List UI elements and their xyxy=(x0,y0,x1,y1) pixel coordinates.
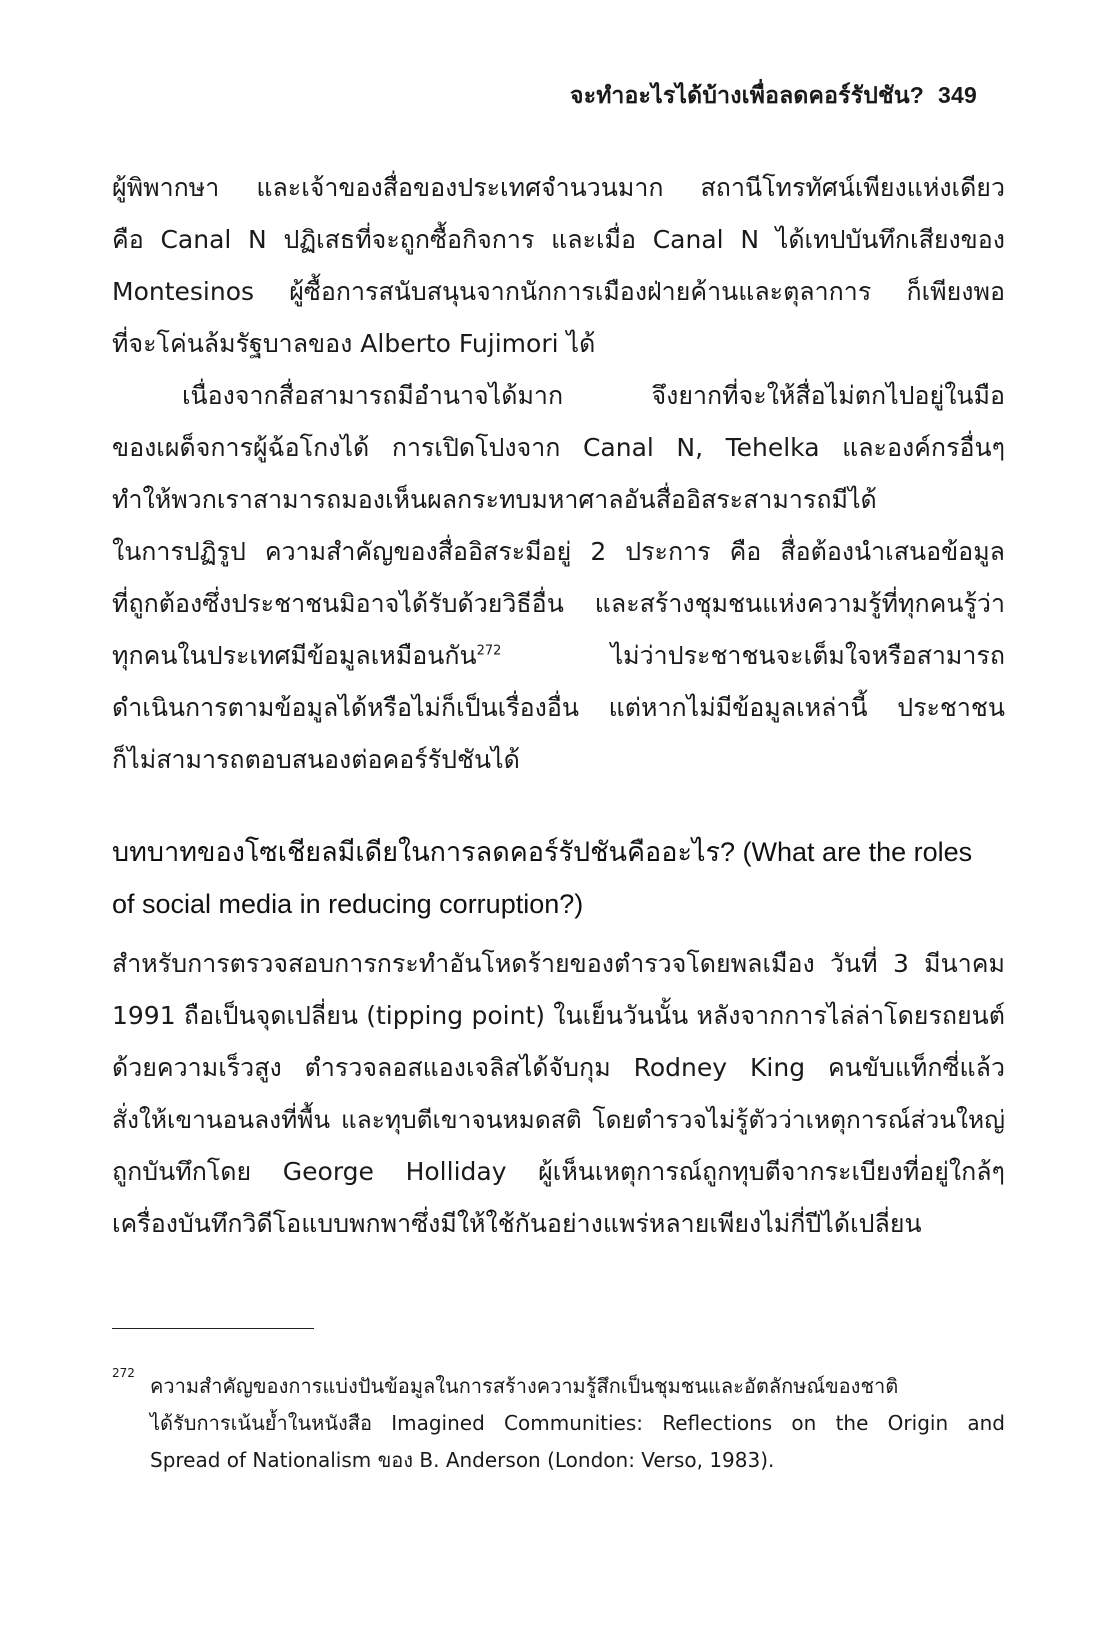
text-line: ทำให้พวกเราสามารถมองเห็นผลกระทบมหาศาลอันสื่ออิสระสามารถมีได้ xyxy=(112,485,877,514)
text-line: ที่จะโค่นล้มรัฐบาลของ Alberto Fujimori ได้ xyxy=(112,329,596,358)
paragraph-3 xyxy=(112,938,1005,1250)
page-number: 349 xyxy=(938,82,977,108)
section-heading xyxy=(112,826,1005,930)
paragraph-2 xyxy=(112,370,1005,786)
footnote-line: ความสำคัญของการแบ่งปันข้อมูลในการสร้างความรู้สึกเป็นชุมชนและอัตลักษณ์ของชาติ xyxy=(150,1374,899,1398)
text-line: ในการปฏิรูป ความสำคัญของสื่ออิสระมีอยู่ 2 ประการ คือ สื่อต้องนำเสนอข้อมูล xyxy=(112,537,1005,566)
footnote-line: ได้รับการเน้นย้ำในหนังสือ Imagined Communities: Reflections on the Origin and xyxy=(150,1411,1005,1435)
footnote-number: 272 xyxy=(112,1366,135,1380)
footnote-divider xyxy=(112,1328,314,1329)
paragraph-1 xyxy=(112,162,1005,370)
text-line: ผู้พิพากษา และเจ้าของสื่อของประเทศจำนวนมาก สถานีโทรทัศน์เพียงแห่งเดียว xyxy=(112,173,1005,202)
heading-line: บทบาทของโซเชียลมีเดียในการลดคอร์รัปชันคืออะไร? (What are the roles xyxy=(112,837,973,867)
heading-line: of social media in reducing corruption?) xyxy=(112,889,584,919)
text-line: Montesinos ผู้ซื้อการสนับสนุนจากนักการเมืองฝ่ายค้านและตุลาการ ก็เพียงพอ xyxy=(112,277,1005,306)
text-line: ที่ถูกต้องซึ่งประชาชนมิอาจได้รับด้วยวิธีอื่น และสร้างชุมชนแห่งความรู้ที่ทุกคนรู้ว่า xyxy=(112,589,1005,618)
footnote-line: Spread of Nationalism ของ B. Anderson (London: Verso, 1983). xyxy=(150,1448,775,1472)
text-line-with-footnote-ref xyxy=(112,630,1005,682)
text-line: เครื่องบันทึกวิดีโอแบบพกพาซึ่งมีให้ใช้กันอย่างแพร่หลายเพียงไม่กี่ปีได้เปลี่ยน xyxy=(112,1209,922,1238)
footnote-reference[interactable]: 272 xyxy=(476,643,502,659)
text-line: ดำเนินการตามข้อมูลได้หรือไม่ก็เป็นเรื่องอื่น แต่หากไม่มีข้อมูลเหล่านี้ ประชาชน xyxy=(112,693,1005,722)
text-line: ของเผด็จการผู้ฉ้อโกงได้ การเปิดโปงจาก Canal N, Tehelka และองค์กรอื่นๆ xyxy=(112,433,1005,462)
text-line: สำหรับการตรวจสอบการกระทำอันโหดร้ายของตำรวจโดยพลเมือง วันที่ 3 มีนาคม xyxy=(112,949,1005,978)
text-span: ทุกคนในประเทศมีข้อมูลเหมือนกัน xyxy=(112,641,477,670)
footnote xyxy=(112,1368,1005,1479)
running-header xyxy=(570,78,977,114)
text-line: ด้วยความเร็วสูง ตำรวจลอสแองเจลิสได้จับกุม Rodney King คนขับแท็กซี่แล้ว xyxy=(112,1053,1005,1082)
text-line: คือ Canal N ปฏิเสธที่จะถูกซื้อกิจการ และเมื่อ Canal N ได้เทปบันทึกเสียงของ xyxy=(112,225,1005,254)
text-line: ก็ไม่สามารถตอบสนองต่อคอร์รัปชันได้ xyxy=(112,745,520,774)
text-line: 1991 ถือเป็นจุดเปลี่ยน (tipping point) ในเย็นวันนั้น หลังจากการไล่ล่าโดยรถยนต์ xyxy=(112,1001,1005,1030)
text-line: สั่งให้เขานอนลงที่พื้น และทุบตีเขาจนหมดสติ โดยตำรวจไม่รู้ตัวว่าเหตุการณ์ส่วนใหญ่ xyxy=(112,1105,1005,1134)
running-header-title: จะทำอะไรได้บ้างเพื่อลดคอร์รัปชัน? xyxy=(570,82,925,108)
text-line: เนื่องจากสื่อสามารถมีอำนาจได้มาก จึงยากที่จะให้สื่อไม่ตกไปอยู่ในมือ xyxy=(182,381,1005,410)
text-line: ถูกบันทึกโดย George Holliday ผู้เห็นเหตุการณ์ถูกทุบตีจากระเบียงที่อยู่ใกล้ๆ xyxy=(112,1157,1005,1186)
text-span: ไม่ว่าประชาชนจะเต็มใจหรือสามารถ xyxy=(501,641,1005,670)
